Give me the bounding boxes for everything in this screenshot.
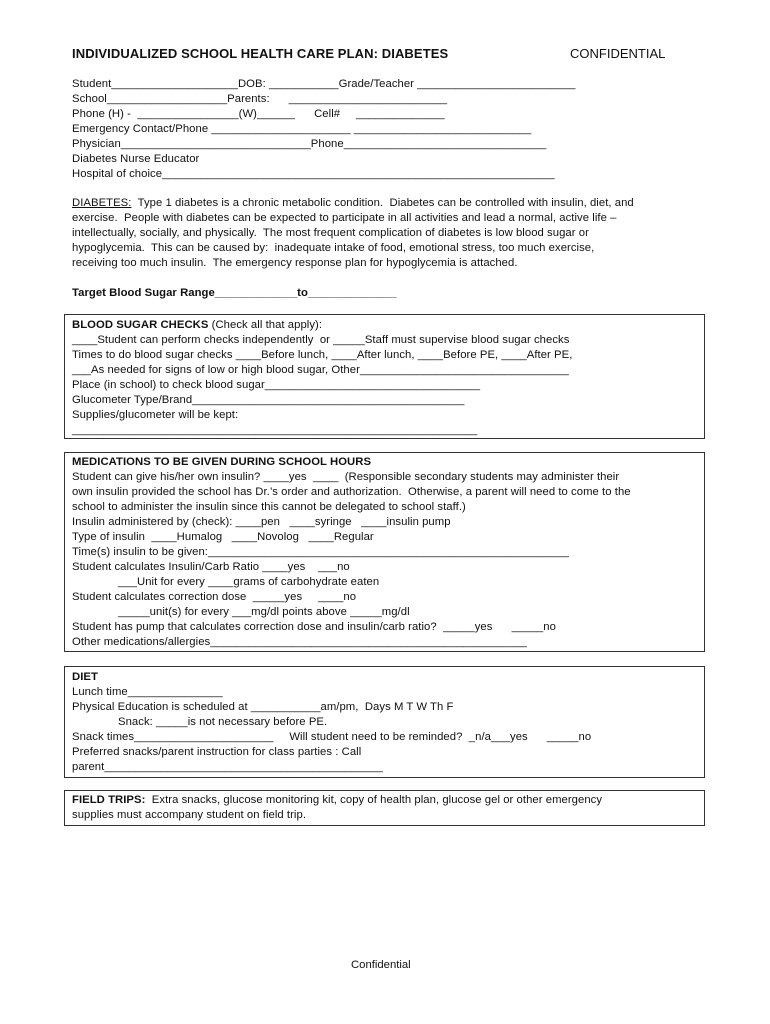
nurse-educator-line: Diabetes Nurse Educator bbox=[72, 153, 200, 165]
blood-sugar-line: ____Student can perform checks independently or _____Staff must supervise blood sugar checks bbox=[72, 334, 570, 346]
diet-line: Preferred snacks/parent instruction for class parties : Call bbox=[72, 746, 362, 758]
target-blood-sugar-range: Target Blood Sugar Range_____________to______________ bbox=[72, 287, 397, 299]
diet-snack-line: Snack: _____is not necessary before PE. bbox=[118, 716, 328, 728]
medications-line: own insulin provided the school has Dr.’s order and authorization. Otherwise, a parent will need to come to the bbox=[72, 486, 631, 498]
blood-sugar-line: Times to do blood sugar checks ____Before lunch, ____After lunch, ____Before PE, ____After PE, bbox=[72, 349, 573, 361]
physician-line: Physician______________________________Phone________________________________ bbox=[72, 138, 547, 150]
blood-sugar-heading-line bbox=[72, 318, 322, 333]
field-trips-line: supplies must accompany student on field trip. bbox=[72, 809, 307, 821]
footer-confidential: Confidential bbox=[351, 959, 411, 971]
medications-line: Time(s) insulin to be given:_________________________________________________________ bbox=[72, 546, 569, 558]
diabetes-paragraph-line: hypoglycemia. This can be caused by: inadequate intake of food, emotional stress, too much exercise, bbox=[72, 242, 595, 254]
diet-line: Physical Education is scheduled at ___________am/pm, Days M T W Th F bbox=[72, 701, 454, 713]
diabetes-paragraph-line bbox=[72, 196, 634, 211]
diet-line: parent____________________________________________ bbox=[72, 761, 383, 773]
medications-line: Other medications/allergies__________________________________________________ bbox=[72, 636, 527, 648]
blood-sugar-heading-suffix: (Check all that apply): bbox=[208, 319, 323, 331]
diet-line: Snack times______________________ Will student need to be reminded? _n/a___yes _____no bbox=[72, 731, 592, 743]
blood-sugar-line: ___As needed for signs of low or high blood sugar, Other_________________________________ bbox=[72, 364, 569, 376]
medications-indented-line: ___Unit for every ____grams of carbohydrate eaten bbox=[118, 576, 380, 588]
field-trips-line bbox=[72, 793, 602, 808]
phone-line: Phone (H) - ________________(W)______ Cell# ______________ bbox=[72, 108, 445, 120]
medications-indented-line: _____unit(s) for every ___mg/dl points above _____mg/dl bbox=[118, 606, 410, 618]
blood-sugar-line: Supplies/glucometer will be kept: bbox=[72, 409, 239, 421]
school-line: School___________________Parents: _________________________ bbox=[72, 93, 448, 105]
confidential-label: CONFIDENTIAL bbox=[570, 46, 666, 61]
diabetes-heading: DIABETES: bbox=[72, 197, 132, 209]
blood-sugar-heading: BLOOD SUGAR CHECKS bbox=[72, 319, 209, 331]
diet-heading: DIET bbox=[72, 671, 98, 683]
diabetes-paragraph-line: receiving too much insulin. The emergency response plan for hypoglycemia is attached. bbox=[72, 257, 518, 269]
emergency-contact-line: Emergency Contact/Phone ______________________ ____________________________ bbox=[72, 123, 532, 135]
medications-line: Student has pump that calculates correction dose and insulin/carb ratio? _____yes _____no bbox=[72, 621, 556, 633]
field-trips-text: Extra snacks, glucose monitoring kit, copy of health plan, glucose gel or other emergency bbox=[145, 794, 603, 806]
student-line: Student____________________DOB: ___________Grade/Teacher _________________________ bbox=[72, 78, 576, 90]
hospital-line: Hospital of choice______________________________________________________________ bbox=[72, 168, 555, 180]
diabetes-text: Type 1 diabetes is a chronic metabolic condition. Diabetes can be controlled with insulin, diet, and bbox=[131, 197, 634, 209]
medications-line: school to administer the insulin since this cannot be delegated to school staff.) bbox=[72, 501, 466, 513]
medications-line: Student can give his/her own insulin? ____yes ____ (Responsible secondary students may administer their bbox=[72, 471, 620, 483]
medications-line: Student calculates correction dose _____yes ____no bbox=[72, 591, 357, 603]
diabetes-paragraph-line: exercise. People with diabetes can be expected to participate in all activities and lead a normal, active life – bbox=[72, 212, 617, 224]
medications-heading: MEDICATIONS TO BE GIVEN DURING SCHOOL HOURS bbox=[72, 456, 372, 468]
document-title: INDIVIDUALIZED SCHOOL HEALTH CARE PLAN: DIABETES bbox=[72, 46, 449, 61]
diabetes-paragraph-line: intellectually, socially, and physically. The most frequent complication of diabetes is low blood sugar or bbox=[72, 227, 589, 239]
medications-line: Type of insulin ____Humalog ____Novolog ____Regular bbox=[72, 531, 374, 543]
blood-sugar-line: ________________________________________________________________ bbox=[72, 424, 478, 436]
diet-line: Lunch time_______________ bbox=[72, 686, 223, 698]
medications-line: Insulin administered by (check): ____pen ____syringe ____insulin pump bbox=[72, 516, 451, 528]
blood-sugar-line: Place (in school) to check blood sugar__________________________________ bbox=[72, 379, 481, 391]
medications-line: Student calculates Insulin/Carb Ratio ____yes ___no bbox=[72, 561, 350, 573]
blood-sugar-line: Glucometer Type/Brand___________________________________________ bbox=[72, 394, 465, 406]
field-trips-heading: FIELD TRIPS: bbox=[72, 794, 146, 806]
